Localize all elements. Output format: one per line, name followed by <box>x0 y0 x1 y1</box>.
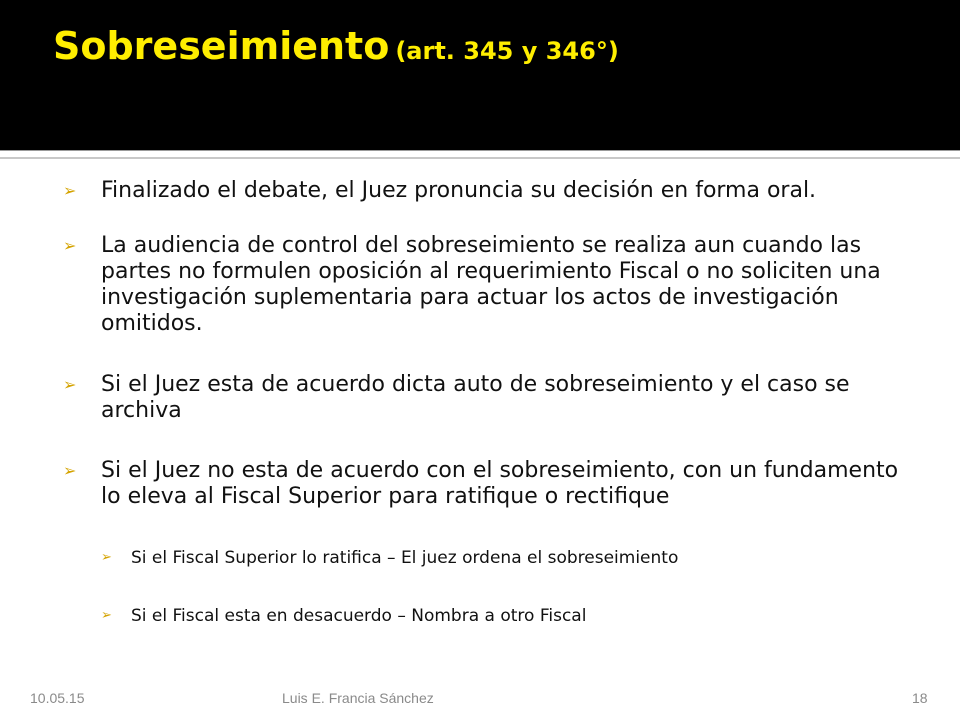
bullet-item <box>63 178 901 204</box>
slide-title-main: Sobreseimiento <box>53 24 390 68</box>
arrow-bullet-icon: ➢ <box>63 461 77 480</box>
arrow-bullet-icon: ➢ <box>63 236 77 255</box>
bullet-text: Si el Juez esta de acuerdo dicta auto de sobreseimiento y el caso se archiva <box>101 372 850 423</box>
arrow-bullet-icon: ➢ <box>63 375 77 394</box>
arrow-bullet-icon: ➢ <box>63 181 77 200</box>
sub-bullet-text: Si el Fiscal esta en desacuerdo – Nombra a otro Fiscal <box>131 606 587 626</box>
sub-bullet-text: Si el Fiscal Superior lo ratifica – El juez ordena el sobreseimiento <box>131 548 679 568</box>
sub-bullet-item <box>101 546 931 570</box>
bullet-text: Si el Juez no esta de acuerdo con el sobreseimiento, con un fundamento lo eleva al Fiscal Superior para ratifique o rectifique <box>101 458 899 509</box>
slide-title-article-ref: (art. 345 y 346°) <box>395 37 619 65</box>
footer-page-number: 18 <box>912 690 928 706</box>
bullet-item <box>63 458 901 510</box>
footer-author: Luis E. Francia Sánchez <box>282 690 434 706</box>
footer-date: 10.05.15 <box>30 690 85 706</box>
bullet-text: Finalizado el debate, el Juez pronuncia su decisión en forma oral. <box>101 178 817 203</box>
arrow-bullet-icon: ➢ <box>101 550 112 565</box>
arrow-bullet-icon: ➢ <box>101 608 112 623</box>
bullet-item <box>63 233 901 337</box>
bullet-item <box>63 372 901 424</box>
sub-bullet-item <box>101 604 931 628</box>
bullet-text: La audiencia de control del sobreseimiento se realiza aun cuando las partes no formulen oposición al requerimiento Fiscal o no soliciten una investigación suplementaria para actuar los actos de investigación omitidos. <box>101 233 881 336</box>
